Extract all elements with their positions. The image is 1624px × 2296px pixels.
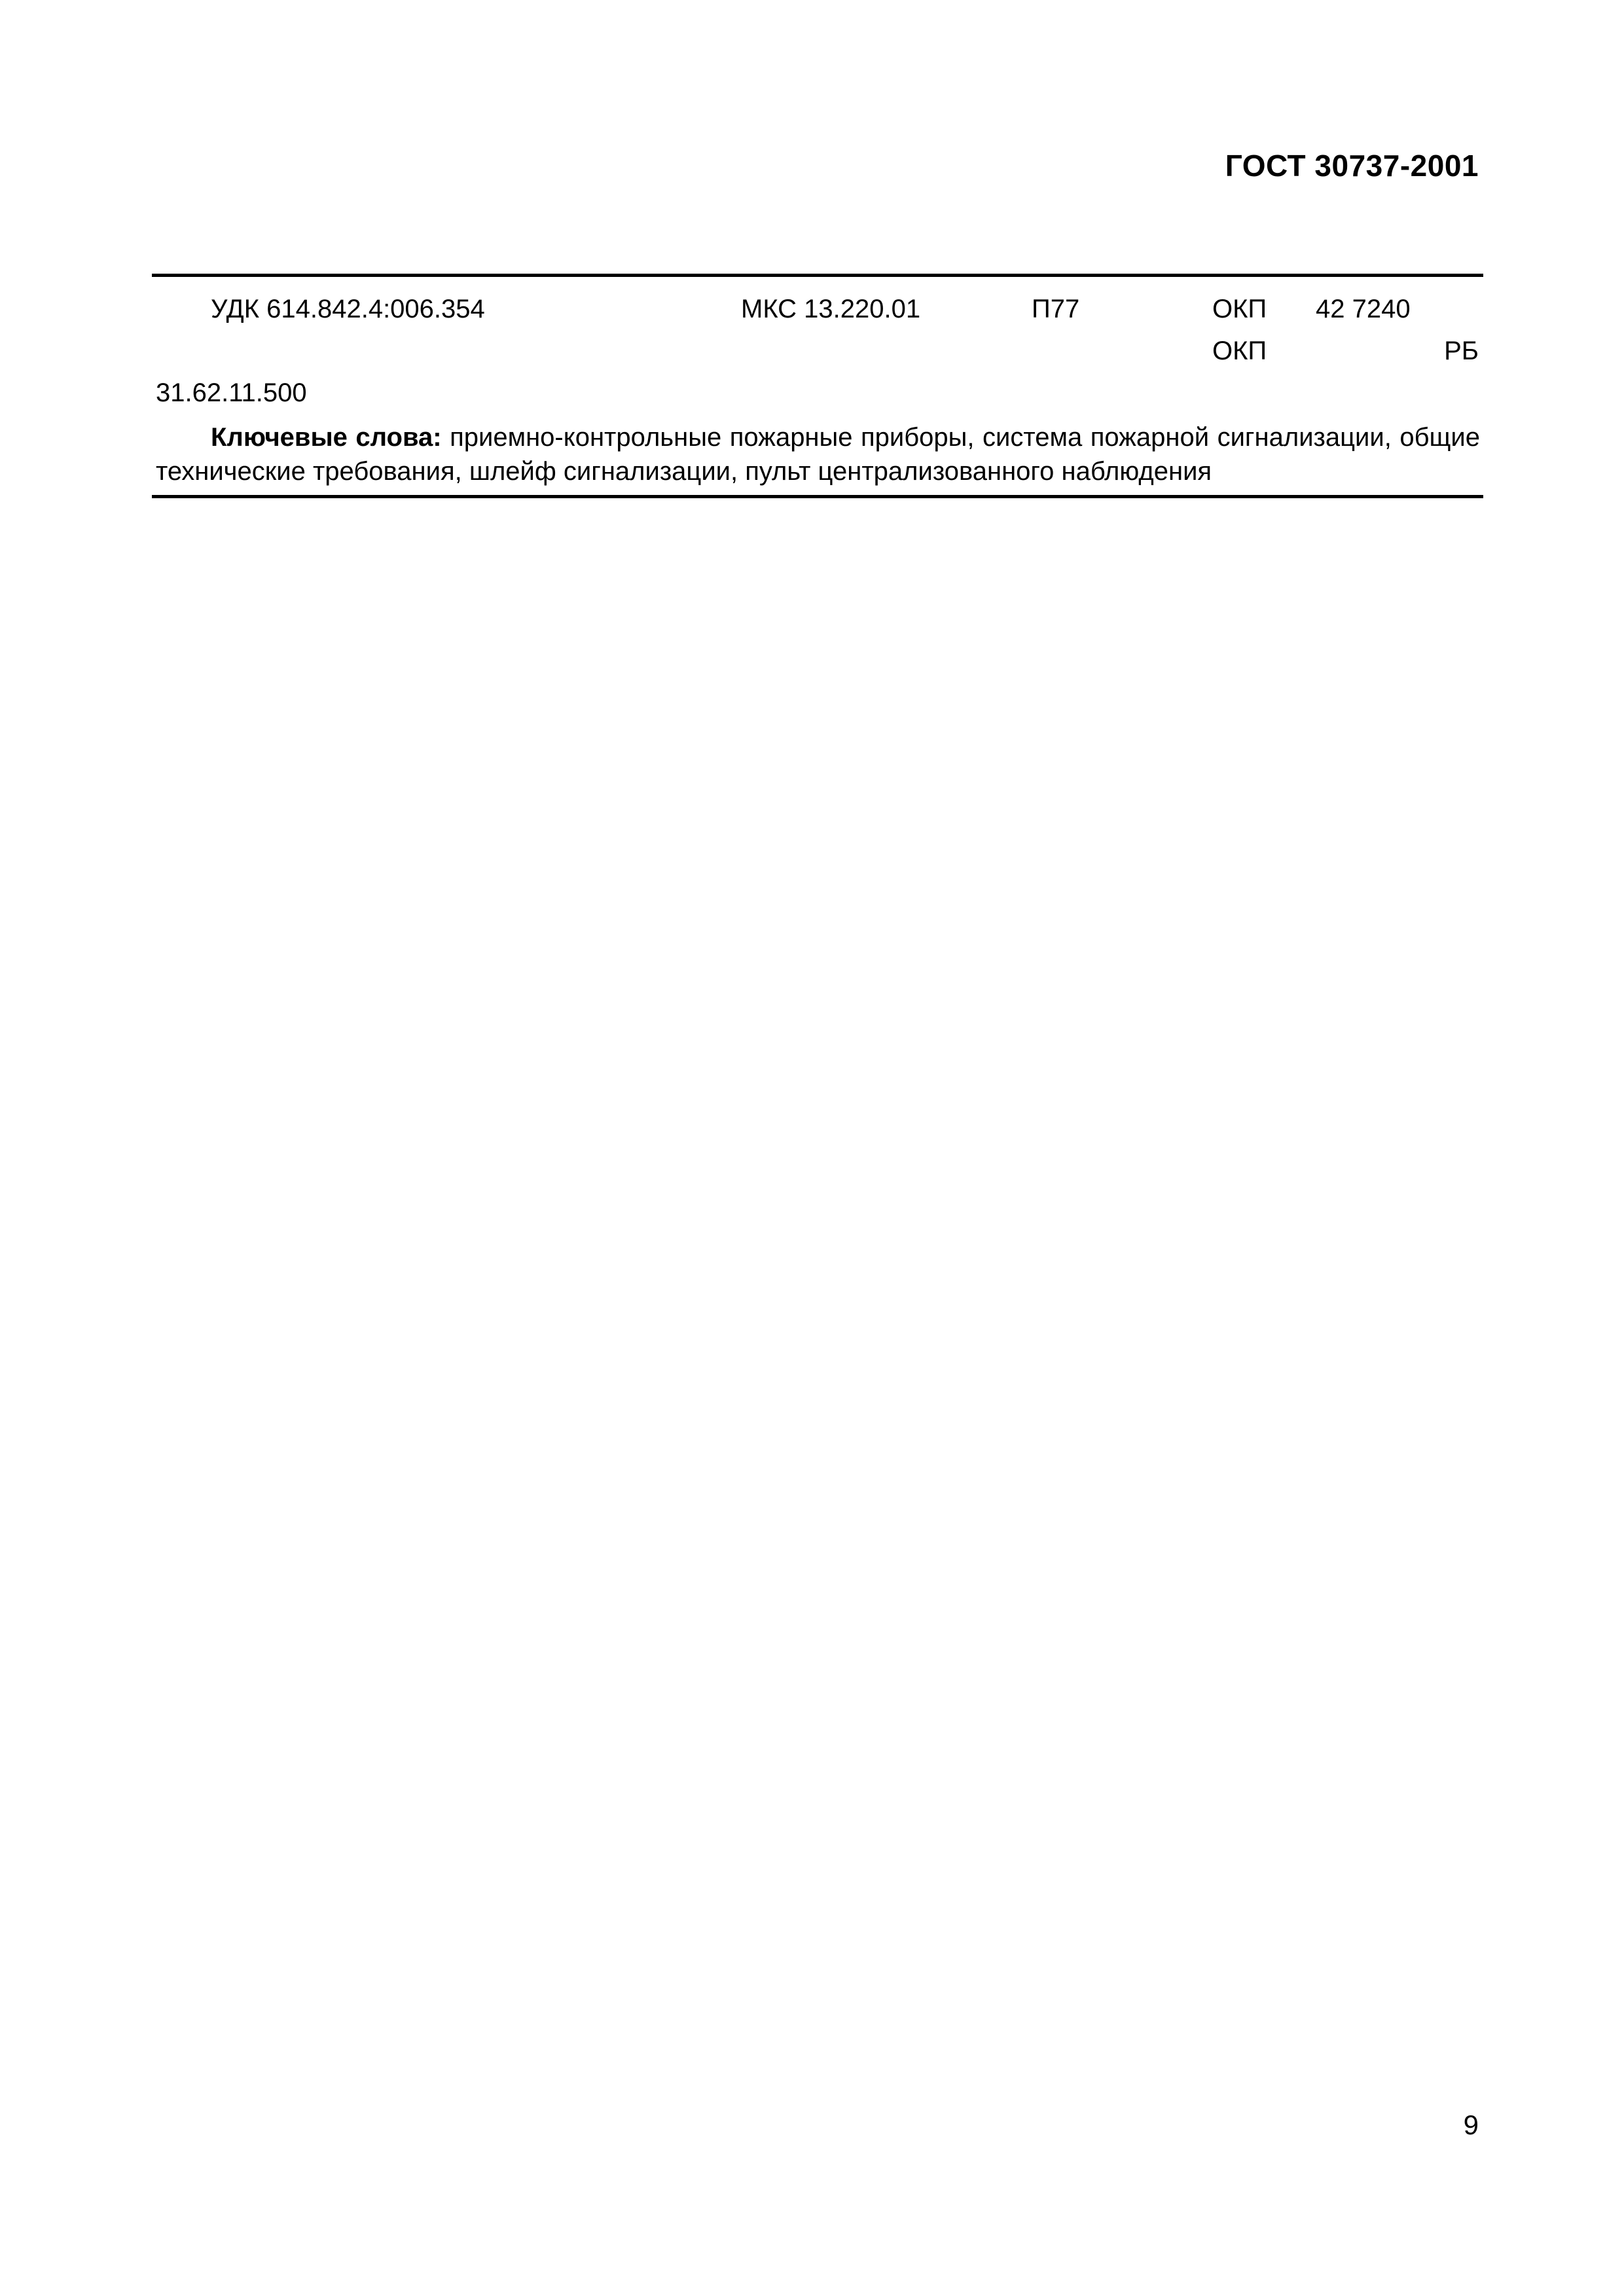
okp-rb-label: ОКП: [1212, 337, 1267, 365]
udk-code: УДК 614.842.4:006.354: [211, 295, 485, 323]
keywords-label: Ключевые слова:: [211, 423, 442, 452]
keywords-text: приемно-контрольные пожарные приборы, система пожарной сигнализации, общие технические требования, шлейф сигнализации, пульт централизованного наблюдения: [156, 423, 1480, 486]
okp-rb-value: 31.62.11.500: [156, 378, 307, 407]
group-code: П77: [1032, 295, 1080, 323]
mks-code: МКС 13.220.01: [741, 295, 921, 323]
page-number: 9: [1463, 2109, 1479, 2140]
okp-label: ОКП: [1212, 295, 1267, 323]
standard-code-header: ГОСТ 30737-2001: [1225, 149, 1479, 183]
okp-value: 42 7240: [1316, 295, 1411, 323]
okp-rb-suffix: РБ: [1444, 337, 1479, 365]
keywords-paragraph: [156, 420, 1480, 488]
bottom-divider: [152, 495, 1483, 498]
top-divider: [152, 274, 1483, 277]
